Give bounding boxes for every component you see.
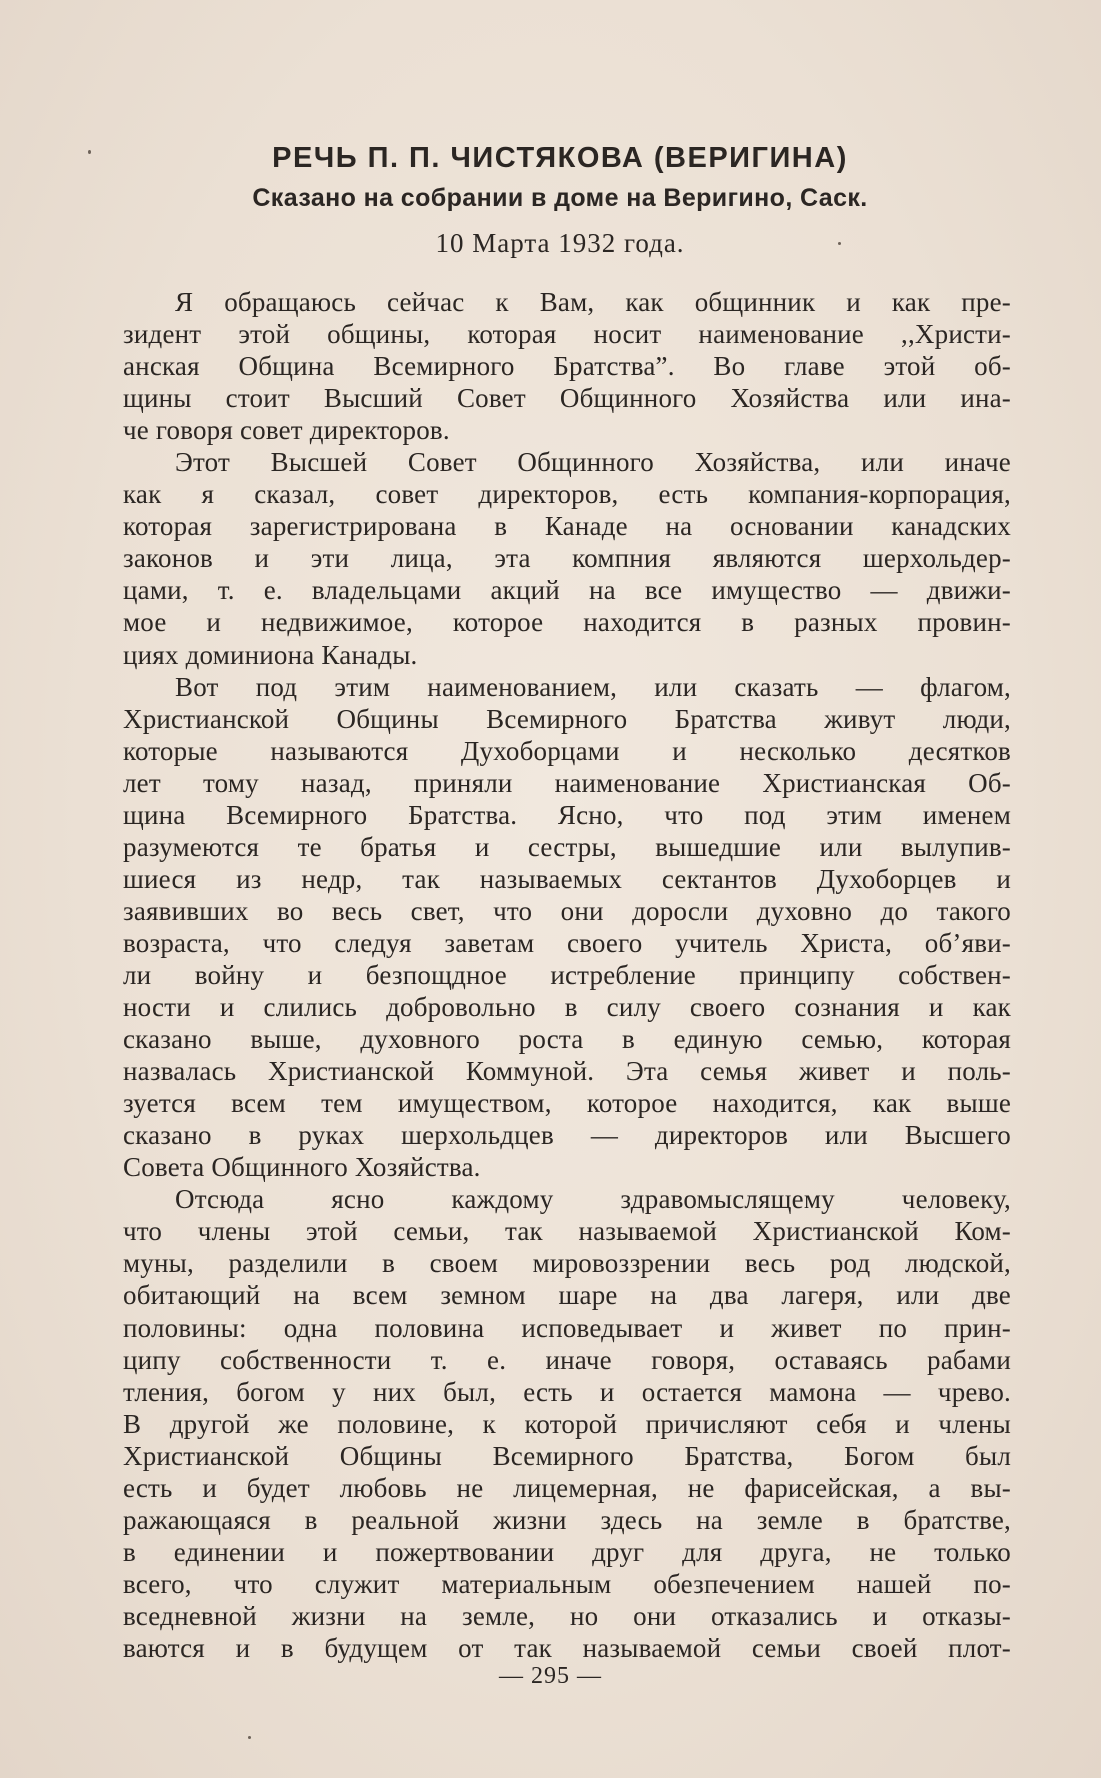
text-line: что члены этой семьи, так называемой Христианской Ком-	[123, 1216, 1011, 1247]
page-number: — 295 —	[499, 1663, 602, 1689]
speech-date: 10 Марта 1932 года.	[435, 228, 685, 258]
paper-speck	[838, 242, 841, 245]
text-line: назвалась Христианской Коммуной. Эта семья живет и поль-	[123, 1056, 1011, 1087]
text-line: мое и недвижимое, которое находится в разных провин-	[123, 607, 1011, 638]
text-line: обитающий на всем земном шаре на два лагеря, или две	[123, 1280, 1011, 1311]
text-line: всего, что служит материальным обезпечением нашей по-	[123, 1568, 1011, 1599]
text-line: как я сказал, совет директоров, есть компания-корпорация,	[123, 479, 1011, 510]
text-line: циях доминиона Канады.	[123, 639, 418, 670]
text-line: половины: одна половина исповедывает и живет по прин-	[123, 1312, 1011, 1343]
text-line: че говоря совет директоров.	[123, 415, 450, 446]
paper-speck	[88, 150, 91, 154]
text-line: Христианской Общины Всемирного Братства живут люди,	[123, 703, 1011, 734]
text-line: возраста, что следуя заветам своего учитель Христа, об’яви-	[123, 927, 1011, 958]
text-line: в единении и пожертвовании друг для друга, не только	[123, 1536, 1011, 1567]
text-line: ли войну и безпощдное истребление принципу собствен-	[123, 959, 1011, 990]
text-line: зуется всем тем имуществом, которое находится, как выше	[123, 1088, 1011, 1119]
speech-subtitle: Сказано на собрании в доме на Веригино, Саск.	[252, 184, 868, 212]
text-line: Отсюда ясно каждому здравомыслящему человеку,	[175, 1184, 1011, 1215]
speech-body	[123, 286, 1011, 1664]
text-line: ципу собственности т. е. иначе говоря, оставаясь рабами	[123, 1344, 1011, 1375]
text-line: сказано выше, духовного роста в единую семью, которая	[123, 1024, 1011, 1055]
text-line: В другой же половине, к которой причисляют себя и члены	[123, 1408, 1011, 1439]
text-line: ности и слились добровольно в силу своего сознания и как	[123, 992, 1011, 1023]
text-line: которые называются Духоборцами и несколько десятков	[123, 735, 1011, 766]
text-line: щины стоит Высший Совет Общинного Хозяйства или ина-	[123, 383, 1011, 414]
speech-title: РЕЧЬ П. П. ЧИСТЯКОВА (ВЕРИГИНА)	[272, 142, 848, 174]
text-line: ваются и в будущем от так называемой семьи своей плот-	[123, 1632, 1011, 1663]
text-line: Я обращаюсь сейчас к Вам, как общинник и как пре-	[175, 287, 1011, 317]
text-line: заявивших во весь свет, что они доросли духовно до такого	[123, 895, 1011, 926]
text-line: тления, богом у них был, есть и остается мамона — чрево.	[123, 1376, 1011, 1407]
text-line: законов и эти лица, эта компния являются шерхольдер-	[123, 543, 1011, 574]
text-line: ражающаяся в реальной жизни здесь на земле в братстве,	[123, 1504, 1011, 1535]
text-line: шиеся из недр, так называемых сектантов Духоборцев и	[123, 863, 1011, 894]
text-line: сказано в руках шерхольдцев — директоров или Высшего	[123, 1120, 1011, 1151]
paper-speck	[248, 1736, 251, 1739]
text-line: Вот под этим наименованием, или сказать — флагом,	[175, 671, 1011, 702]
text-line: есть и будет любовь не лицемерная, не фарисейская, а вы-	[123, 1472, 1011, 1503]
text-line: вседневной жизни на земле, но они отказались и отказы-	[123, 1600, 1011, 1631]
text-line: Христианской Общины Всемирного Братства, Богом был	[123, 1440, 1011, 1471]
text-line: цами, т. е. владельцами акций на все имущество — движи-	[123, 575, 1011, 606]
text-line: муны, разделили в своем мировоззрении весь род людской,	[123, 1248, 1011, 1279]
text-line: разумеются те братья и сестры, вышедшие или вылупив-	[123, 831, 1011, 862]
text-line: которая зарегистрирована в Канаде на основании канадских	[123, 511, 1011, 542]
text-line: лет тому назад, приняли наименование Христианская Об-	[123, 767, 1011, 798]
text-line: Этот Высшей Совет Общинного Хозяйства, или иначе	[175, 447, 1011, 478]
text-line: зидент этой общины, которая носит наименование ,,Христи-	[123, 319, 1011, 350]
text-line: анская Община Всемирного Братства”. Во главе этой об-	[123, 351, 1011, 382]
text-line: Совета Общинного Хозяйства.	[123, 1152, 481, 1183]
text-line: щина Всемирного Братства. Ясно, что под этим именем	[123, 799, 1011, 830]
